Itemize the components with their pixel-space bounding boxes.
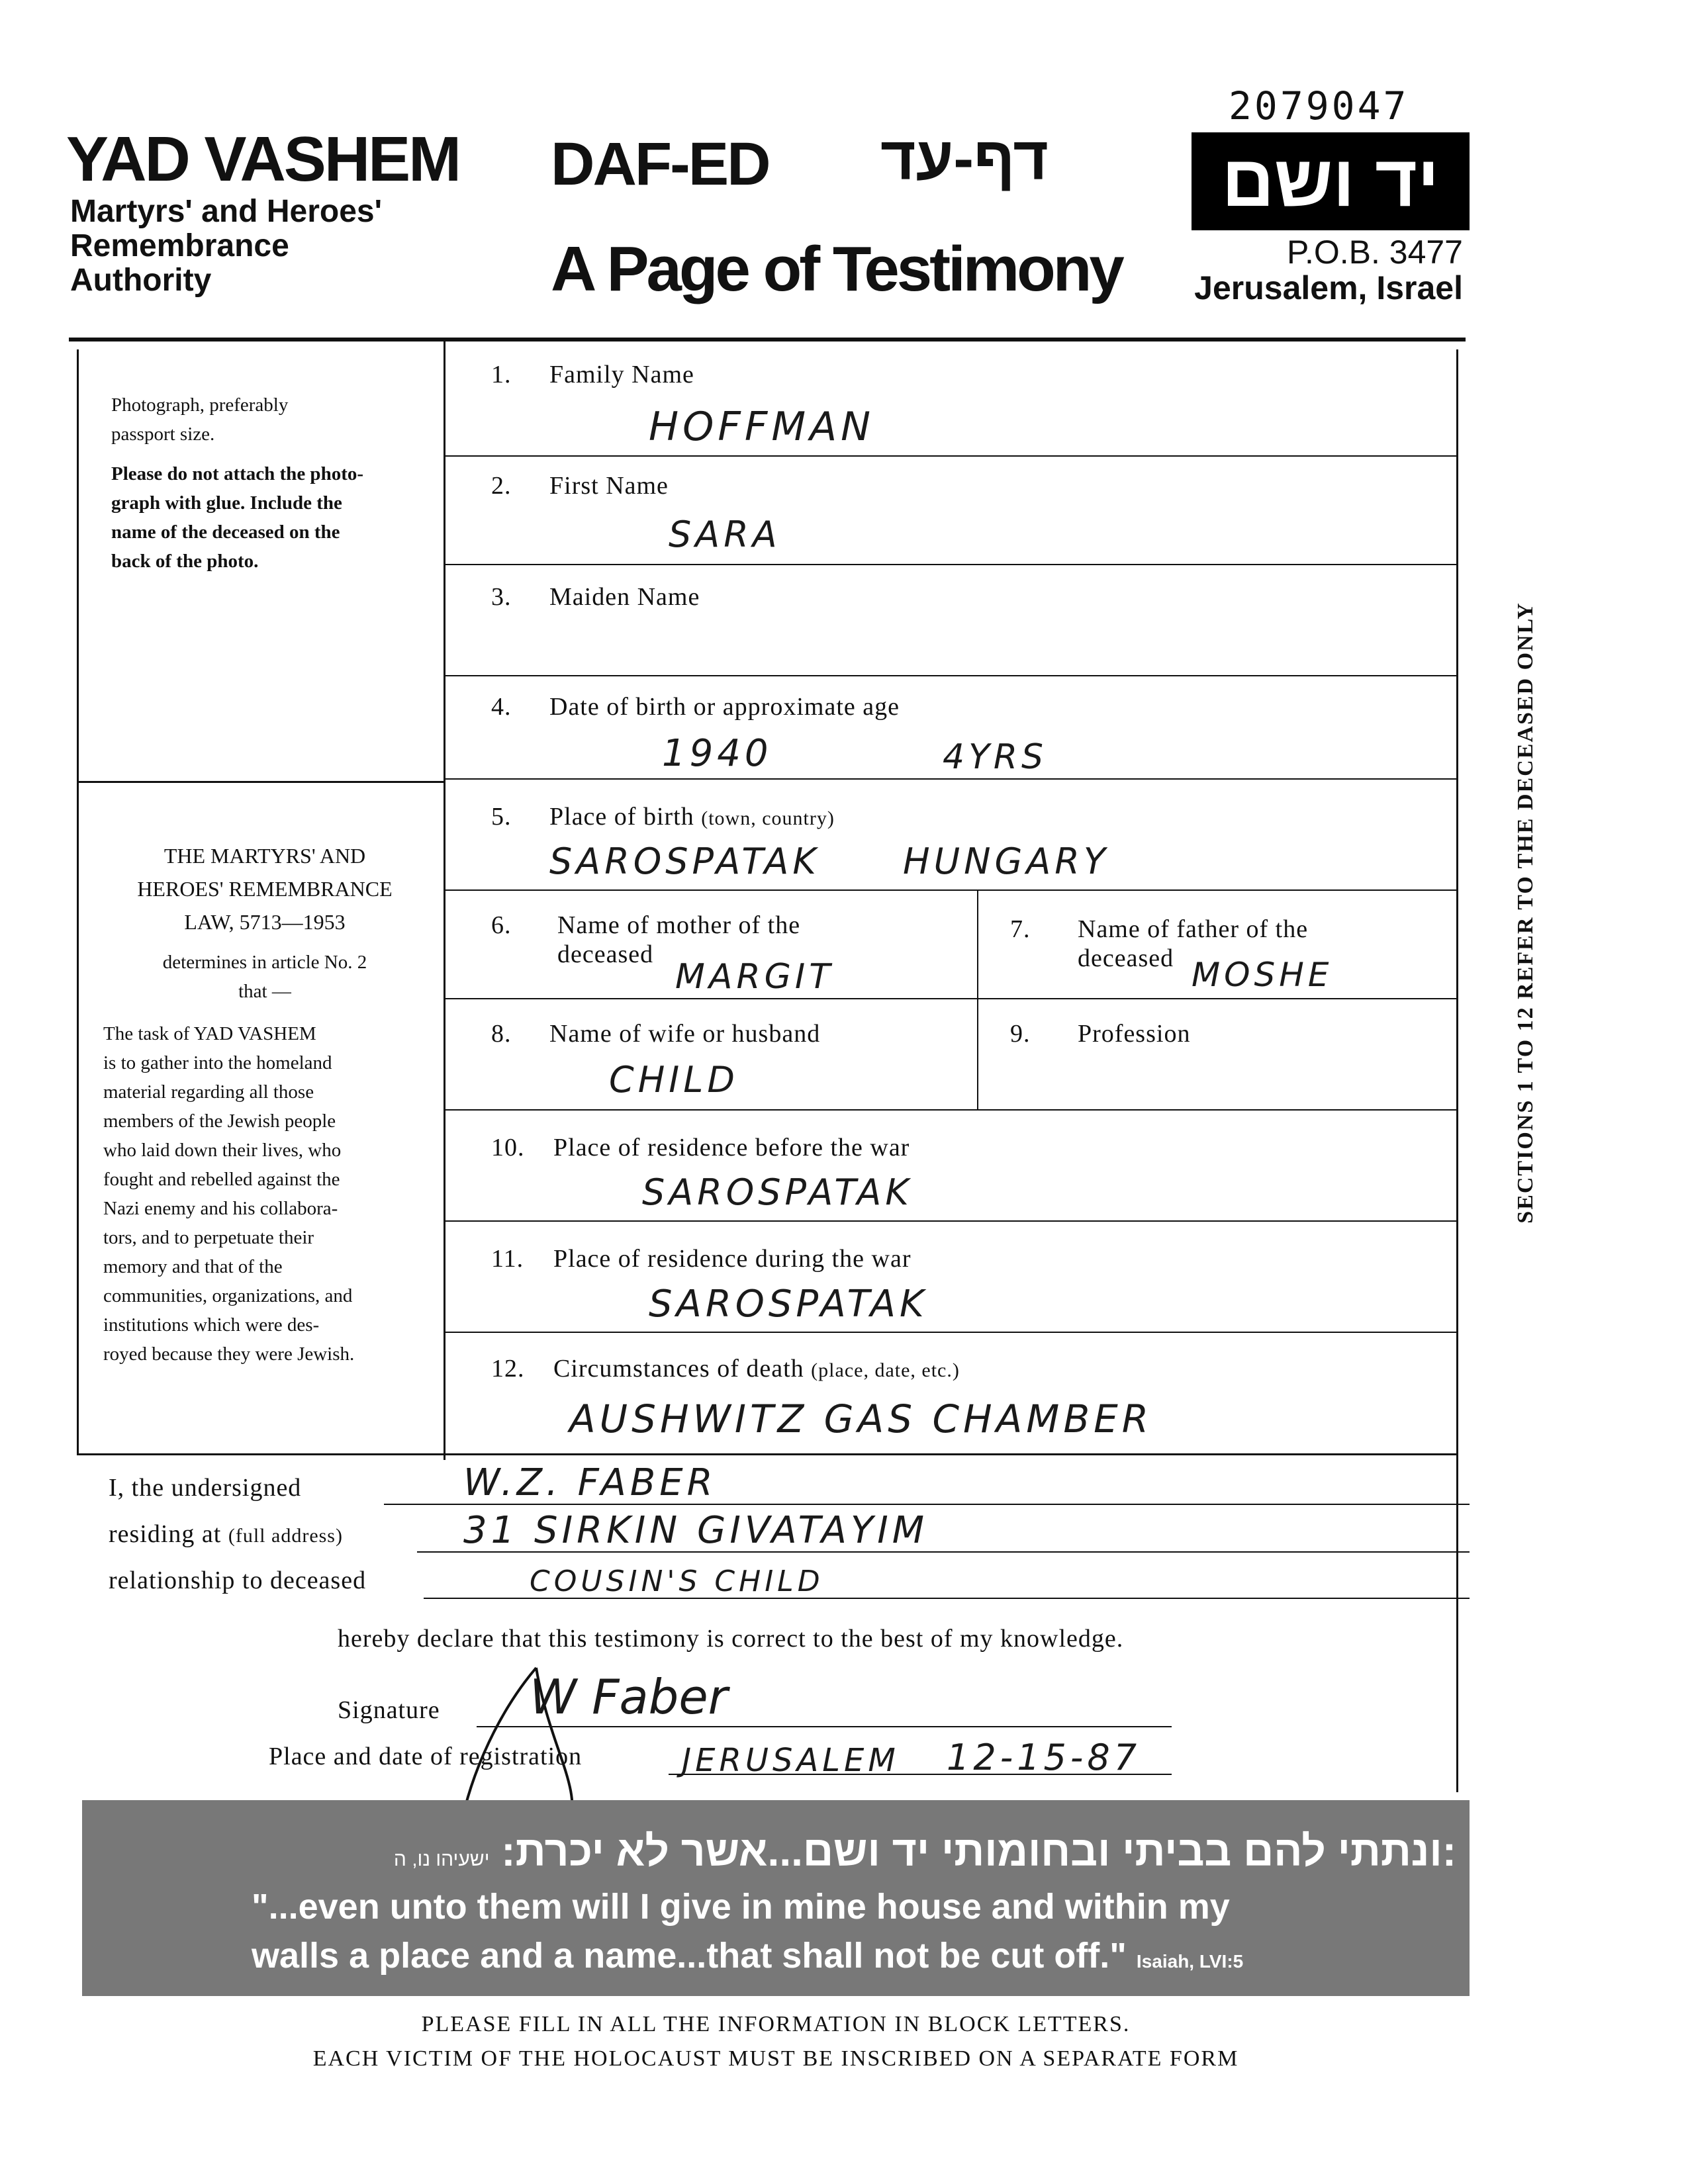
row-sep: [445, 1332, 1456, 1333]
undersigned-label: I, the undersigned: [109, 1474, 302, 1502]
first-name-value[interactable]: SARA: [669, 514, 781, 555]
declaration-text: hereby declare that this testimony is correct to the best of my knowledge.: [338, 1625, 1124, 1653]
frame-right: [1456, 349, 1458, 1792]
signature-value[interactable]: W Faber: [530, 1669, 728, 1725]
row-sep: [445, 778, 1456, 780]
residing-label: residing at (full address): [109, 1520, 343, 1548]
side-note: SECTIONS 1 TO 12 REFER TO THE DECEASED ONLY: [1513, 602, 1538, 1224]
frame-left: [77, 349, 79, 1455]
frame-divider: [444, 341, 445, 1460]
spouse-name-label: Name of wife or husband: [549, 1020, 821, 1048]
form-bottom-rule: [77, 1453, 1458, 1455]
field-number: 6.: [491, 911, 512, 939]
registration-place-value[interactable]: JERUSALEM: [682, 1742, 900, 1779]
field-number: 12.: [491, 1355, 525, 1383]
spouse-name-value[interactable]: CHILD: [609, 1059, 739, 1101]
row-sep: [445, 455, 1456, 457]
org-subtitle-line1: Martyrs' and Heroes': [70, 194, 382, 229]
circumstances-label: Circumstances of death (place, date, etc.): [553, 1355, 960, 1383]
field-number: 11.: [491, 1245, 524, 1273]
banner-english-line1: "...even unto them will I give in mine house and within my: [252, 1887, 1230, 1927]
field-number: 7.: [1010, 915, 1031, 943]
signature-label: Signature: [338, 1696, 440, 1724]
circumstances-value[interactable]: AUSHWITZ GAS CHAMBER: [569, 1396, 1153, 1441]
banner-english-line2: walls a place and a name...that shall not be cut off." Isaiah, LVI:5: [252, 1936, 1244, 1976]
field-number: 9.: [1010, 1020, 1031, 1048]
law-heading: THE MARTYRS' AND HEROES' REMEMBRANCE LAW, 5713—1953: [137, 844, 393, 934]
family-name-label: Family Name: [549, 361, 694, 388]
mother-name-value[interactable]: MARGIT: [675, 957, 834, 997]
footer-line1: PLEASE FILL IN ALL THE INFORMATION IN BLOCK LETTERS.: [421, 2012, 1131, 2036]
form-name-hebrew: דף-עד: [880, 125, 1049, 193]
residing-value[interactable]: 31 SIRKIN GIVATAYIM: [463, 1509, 929, 1552]
row-sep: [445, 1109, 1456, 1111]
field-number: 4.: [491, 693, 512, 721]
mother-name-label: Name of mother of the deceased: [557, 911, 801, 968]
banner-hebrew-quote: :ונתתי להם בביתי ובחומותי יד ושם...אשר לא יכרת: ישעיהו נו, ה: [393, 1827, 1456, 1875]
place-date-label: Place and date of registration: [269, 1743, 583, 1770]
registration-date-value[interactable]: 12-15-87: [947, 1737, 1141, 1778]
place-of-birth-label: Place of birth (town, country): [549, 803, 835, 831]
residence-during-label: Place of residence during the war: [553, 1245, 912, 1273]
undersigned-value[interactable]: W.Z. FABER: [463, 1461, 717, 1504]
field-number: 10.: [491, 1134, 525, 1161]
header-rule: [69, 338, 1466, 341]
field-number: 3.: [491, 583, 512, 611]
relationship-label: relationship to deceased: [109, 1567, 367, 1594]
city: Jerusalem, Israel: [1194, 269, 1463, 306]
field-number: 2.: [491, 472, 512, 500]
field-number: 5.: [491, 803, 512, 831]
org-subtitle-line3: Authority: [70, 263, 212, 298]
maiden-name-label: Maiden Name: [549, 583, 700, 611]
father-name-label: Name of father of the deceased: [1078, 915, 1309, 972]
father-name-value[interactable]: MOSHE: [1192, 956, 1333, 994]
org-name: YAD VASHEM: [66, 124, 460, 195]
place-of-birth-country-value[interactable]: HUNGARY: [903, 841, 1109, 882]
law-intro: determines in article No. 2 that —: [162, 952, 367, 1002]
family-name-value[interactable]: HOFFMAN: [649, 404, 875, 450]
org-subtitle-line2: Remembrance: [70, 228, 289, 263]
residence-during-value[interactable]: SAROSPATAK: [649, 1283, 928, 1326]
residence-before-value[interactable]: SAROSPATAK: [642, 1171, 913, 1213]
col-sep: [977, 889, 978, 1109]
form-name: DAF-ED: [551, 130, 769, 198]
row-sep: [445, 998, 1456, 999]
field-number: 1.: [491, 361, 512, 388]
row-sep: [445, 889, 1456, 891]
residence-before-label: Place of residence before the war: [553, 1134, 910, 1161]
place-of-birth-town-value[interactable]: SAROSPATAK: [549, 841, 820, 882]
row-sep: [445, 675, 1456, 676]
photo-instructions: Photograph, preferably passport size. Please do not attach the photo- graph with glue. Include the name of the deceased on the back of the photo.: [111, 394, 364, 572]
row-sep: [445, 564, 1456, 565]
row-sep: [445, 1220, 1456, 1222]
date-of-birth-value[interactable]: 1940: [662, 732, 772, 775]
footer-line2: EACH VICTIM OF THE HOLOCAUST MUST BE INSCRIBED ON A SEPARATE FORM: [312, 2046, 1239, 2071]
po-box: P.O.B. 3477: [1287, 234, 1463, 271]
leftbox-divider: [77, 781, 445, 783]
date-of-birth-label: Date of birth or approximate age: [549, 693, 900, 721]
relationship-value[interactable]: COUSIN'S CHILD: [530, 1565, 824, 1598]
law-text: The task of YAD VASHEM is to gather into the homeland material regarding all those members of the Jewish people who laid down their lives, who fought and rebelled against the Nazi enemy and his collabora- tors, and to perpetuate their memory and that of the communities, organizations, and institutions which were des- royed because they were Jewish.: [103, 1023, 355, 1365]
page-title: A Page of Testimony: [551, 234, 1122, 304]
first-name-label: First Name: [549, 472, 669, 500]
yad-vashem-logo: יד ושם: [1192, 132, 1470, 230]
profession-label: Profession: [1078, 1020, 1191, 1048]
serial-number: 2079047: [1229, 83, 1409, 128]
field-number: 8.: [491, 1020, 512, 1048]
approximate-age-value[interactable]: 4YRS: [943, 737, 1047, 777]
